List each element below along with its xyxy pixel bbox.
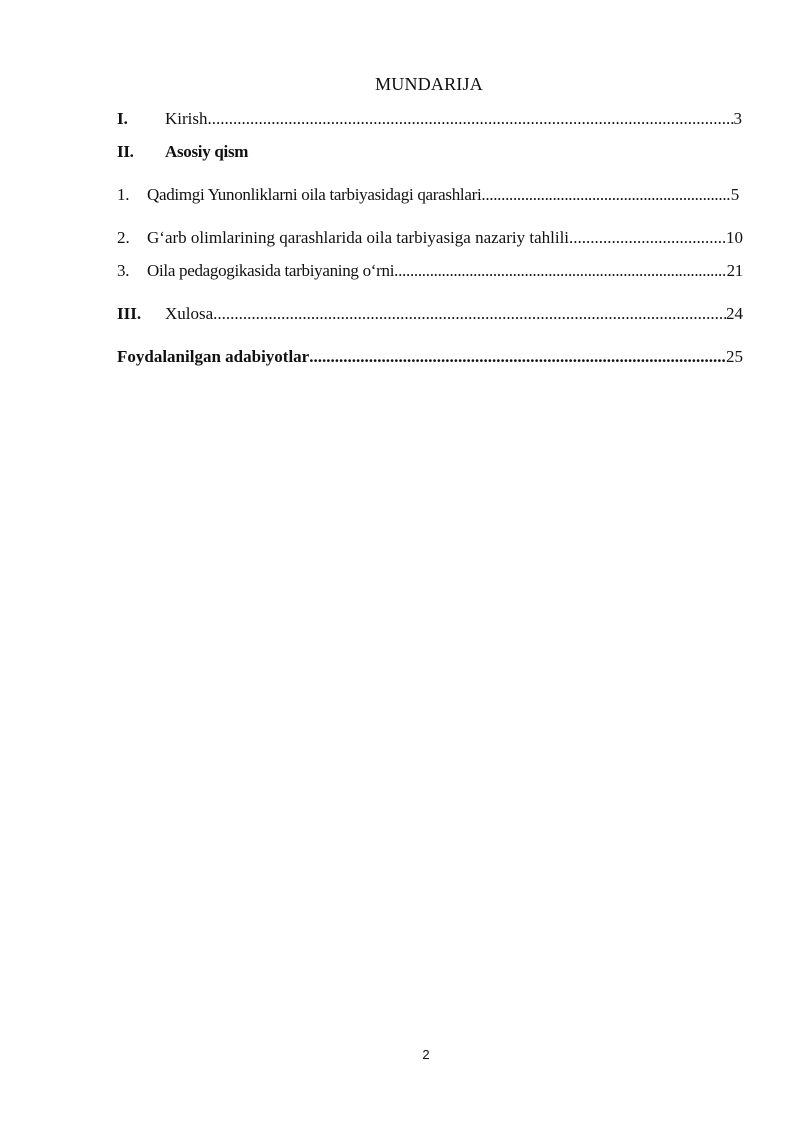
toc-entry-subsection-1[interactable] (117, 185, 739, 205)
toc-leader-dots (481, 185, 730, 205)
toc-entry-number: III. (117, 304, 142, 323)
toc-entry-page: 25 (726, 347, 743, 366)
toc-entry-page: 10 (726, 228, 743, 247)
toc-entry-number: II. (117, 142, 134, 161)
toc-entry-page: 3 (733, 109, 742, 128)
toc-entry-label: Asosiy qism (165, 142, 249, 161)
toc-entry-kirish[interactable] (117, 109, 742, 129)
toc-entry-number: I. (117, 109, 128, 128)
toc-entry-label: Xulosa (165, 304, 214, 323)
toc-entry-label: Kirish (165, 109, 208, 128)
toc-entry-xulosa[interactable] (117, 304, 743, 324)
toc-leader-dots (213, 304, 726, 324)
toc-entry-page: 21 (726, 261, 743, 280)
toc-entry-label: G‘arb olimlarining qarashlarida oila tarbiyasiga nazariy tahlili (147, 228, 570, 247)
toc-title-text: MUNDARIJA (375, 74, 483, 94)
toc-leader-dots (309, 347, 726, 367)
toc-entry-number: 1. (117, 185, 130, 204)
toc-entry-number: 2. (117, 228, 130, 247)
page-number: 2 (422, 1047, 430, 1062)
toc-entry-page: 24 (726, 304, 743, 323)
toc-entry-label: Qadimgi Yunonliklarni oila tarbiyasidagi qarashlari (147, 185, 482, 204)
toc-entry-label: Oila pedagogikasida tarbiyaning o‘rni (147, 261, 395, 280)
toc-entry-subsection-3[interactable] (117, 261, 743, 281)
toc-leader-dots (569, 228, 726, 248)
toc-title (0, 74, 800, 95)
toc-entry-subsection-2[interactable] (117, 228, 743, 248)
toc-entry-page: 5 (730, 185, 739, 204)
toc-entry-label: Foydalanilgan adabiyotlar (117, 347, 310, 366)
toc-entry-number: 3. (117, 261, 130, 280)
toc-entry-bibliography[interactable] (117, 347, 743, 367)
toc-entry-asosiy-qism[interactable] (117, 142, 417, 162)
toc-leader-dots (394, 261, 726, 281)
toc-leader-dots (208, 109, 734, 129)
